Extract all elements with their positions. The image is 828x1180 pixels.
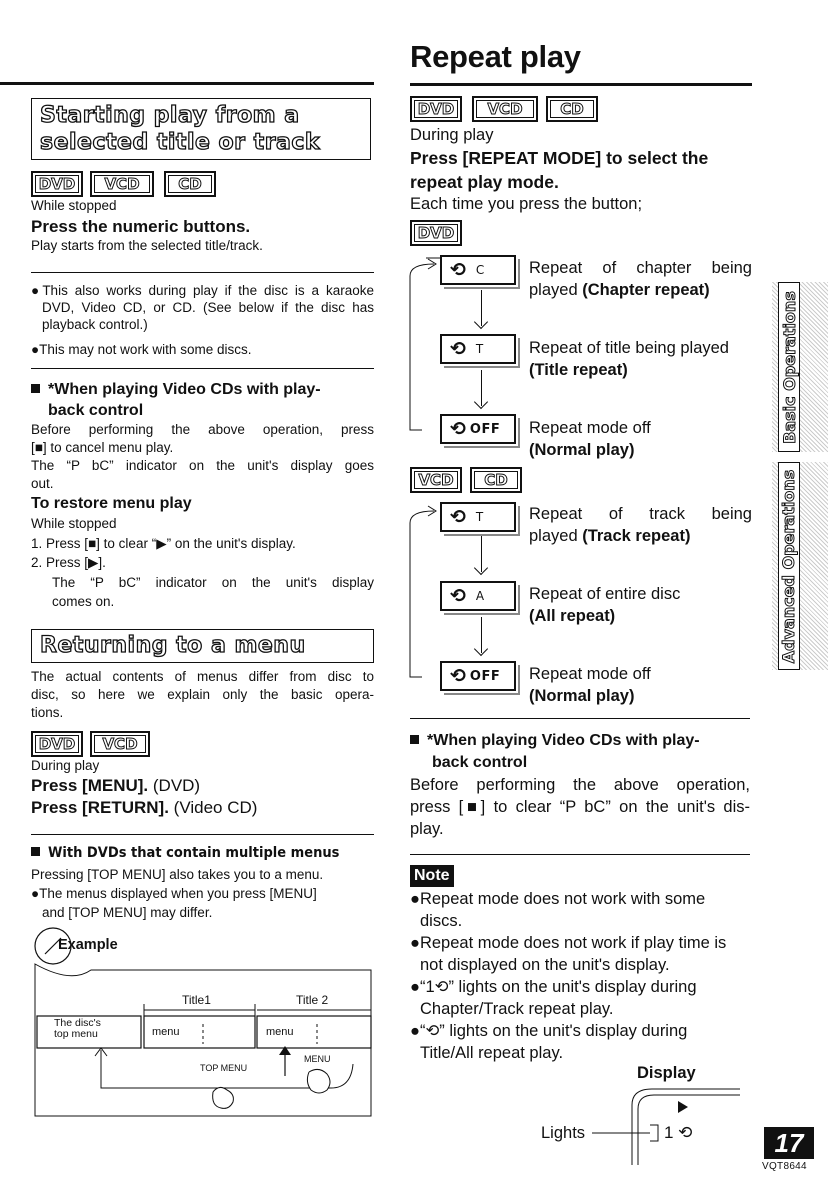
note-l2: Chapter/Track repeat play. xyxy=(420,1000,614,1018)
vcd-mode-2-bold: (All repeat) xyxy=(529,607,616,625)
topmenu-label: TOP MENU xyxy=(200,1063,248,1073)
multi-menu-line1: Pressing [TOP MENU] also takes you to a menu. xyxy=(31,867,324,882)
cd-badge: CD xyxy=(546,96,598,122)
mode-letter: A xyxy=(475,589,485,603)
vcd-mode-2-text: Repeat of entire disc xyxy=(529,585,681,603)
display-repeat-glyph: 1 ⟲ xyxy=(664,1123,693,1142)
menu-desc-2: disc, so here we explain only the basic opera- xyxy=(31,687,374,702)
side-tab-basic-box xyxy=(778,282,800,452)
vcd-mode-1-text: Repeat of track being xyxy=(529,505,752,523)
during-play: During play xyxy=(410,126,494,144)
instruction-desc: Play starts from the selected title/track. xyxy=(31,238,263,253)
mode-letter: C xyxy=(475,263,485,277)
arrow-down-icon xyxy=(481,290,482,326)
vcd-mode-3-text: Repeat mode off xyxy=(529,665,651,683)
restore-step-2c: comes on. xyxy=(52,594,115,609)
restore-while: While stopped xyxy=(31,516,117,531)
divider xyxy=(31,368,374,369)
dvd-mode-1-text2 xyxy=(529,279,710,301)
note-l2: not displayed on the unit's display. xyxy=(420,956,670,974)
vcd-badge: VCD xyxy=(90,731,150,757)
instruction-numeric: Press the numeric buttons. xyxy=(31,217,251,236)
note-2-text: This may not work with some discs. xyxy=(39,342,252,357)
dvd-mode-3-bold: (Normal play) xyxy=(529,441,635,459)
repeat-track-display xyxy=(440,502,516,532)
note-l2: Title/All repeat play. xyxy=(420,1044,564,1062)
bullet-square-icon xyxy=(410,735,419,744)
bullet-square-icon xyxy=(31,847,40,856)
note-l2: discs. xyxy=(420,912,463,930)
press-menu-cmd: Press [MENU]. xyxy=(31,776,149,795)
right-pbc-heading-l1 xyxy=(410,730,700,752)
press-return-line xyxy=(31,797,257,819)
example-label: Example xyxy=(58,937,118,953)
side-tab-advanced-label: Advanced Operations xyxy=(779,469,799,663)
repeat-cmd-l1: Press [REPEAT MODE] to select the xyxy=(410,148,709,168)
hand-icon xyxy=(307,1069,330,1093)
note-item: ●“1⟲” lights on the unit's display during xyxy=(410,978,697,996)
right-pbc-heading-text: *When playing Video CDs with play- xyxy=(427,732,700,749)
section-heading-returning-menu xyxy=(31,629,374,663)
pbc-para-4: out. xyxy=(31,476,54,491)
restore-step-2: 2. Press [▶]. xyxy=(31,555,106,570)
repeat-icon: ⟲ xyxy=(450,506,466,528)
repeat-title-display xyxy=(440,334,516,364)
dvd-badge: DVD xyxy=(31,171,83,197)
right-pbc-p1: Before performing the above operation, xyxy=(410,776,750,794)
pbc-heading-line1 xyxy=(31,379,321,401)
vcd-badge: VCD xyxy=(472,96,538,122)
repeat-all-display xyxy=(440,581,516,611)
title2-label: Title 2 xyxy=(296,993,329,1007)
page-number: 17 xyxy=(764,1127,814,1159)
repeat-icon: ⟲ xyxy=(450,338,466,360)
right-pbc-heading-l2: back control xyxy=(432,754,528,771)
vcd-mode-1-text2 xyxy=(529,525,690,547)
menu-desc-1: The actual contents of menus differ from disc to xyxy=(31,669,374,684)
dvd-cycle-line xyxy=(408,250,444,440)
press-return-note: (Video CD) xyxy=(173,798,258,817)
discs-top-menu-label xyxy=(54,1018,101,1040)
cd-badge: CD xyxy=(470,467,522,493)
repeat-off-display xyxy=(440,414,516,444)
right-pbc-p2: press [■] to clear “P bC” on the unit's dis- xyxy=(410,798,750,816)
note-item: ●Repeat mode does not work with some xyxy=(410,890,706,908)
pbc-para-3: The “P bC” indicator on the unit's display goes xyxy=(31,458,374,473)
dvd-mode-1-played: played xyxy=(529,281,578,299)
vcd-mode-1-bold: (Track repeat) xyxy=(582,527,691,545)
press-menu-line xyxy=(31,775,200,797)
multi-menu-line2: ●The menus displayed when you press [MENU] xyxy=(31,886,317,901)
note-2: ●This may not work with some discs. xyxy=(31,342,252,357)
note-item: ●“⟲” lights on the unit's display during xyxy=(410,1022,688,1040)
vcd-mode-1-played: played xyxy=(529,527,578,545)
right-pbc-p3: play. xyxy=(410,820,444,838)
vcd-badge: VCD xyxy=(410,467,462,493)
while-stopped-label: While stopped xyxy=(31,198,117,213)
menu1-label: menu xyxy=(152,1026,180,1038)
vcd-badge: VCD xyxy=(90,171,154,197)
note-l1: Repeat mode does not work if play time is xyxy=(419,934,727,952)
hand-icon xyxy=(213,1087,234,1108)
note-1: ●This also works during play if the disc is a karaoke DVD, Video CD, or CD. (See below if the disc has playback control.) xyxy=(31,283,374,332)
mode-letter: T xyxy=(475,342,484,356)
press-return-cmd: Press [RETURN]. xyxy=(31,798,169,817)
title-rule xyxy=(410,83,752,86)
dvd-badge: DVD xyxy=(410,96,462,122)
dvd-mode-1-text: Repeat of chapter being xyxy=(529,259,752,277)
restore-step-2b: The “P bC” indicator on the unit's display xyxy=(52,575,374,590)
divider xyxy=(410,718,750,719)
pbc-para-1: Before performing the above operation, press xyxy=(31,422,374,437)
note-1-text: This also works during play if the disc is a karaoke DVD, Video CD, or CD. (See below if the disc has playback control.) xyxy=(42,283,374,332)
vcd-mode-3-bold: (Normal play) xyxy=(529,687,635,705)
dvd-mode-2-bold: (Title repeat) xyxy=(529,361,628,379)
section-title-line2: selected title or track xyxy=(40,130,321,155)
during-play-label: During play xyxy=(31,758,100,773)
divider xyxy=(31,272,374,273)
mode-letter: OFF xyxy=(469,668,501,684)
menu2-label: menu xyxy=(266,1026,294,1038)
page-title: Repeat play xyxy=(410,39,581,74)
notes-list xyxy=(410,888,752,1064)
section-title-line1: Starting play from a xyxy=(40,103,300,128)
multi-menu-heading-text: With DVDs that contain multiple menus xyxy=(48,845,340,861)
discs-top-l1: The disc's xyxy=(54,1017,101,1029)
repeat-icon: ⟲ xyxy=(450,418,466,440)
side-tab-advanced-box xyxy=(778,462,800,670)
repeat-icon: ⟲ xyxy=(450,259,466,281)
doc-code: VQT8644 xyxy=(762,1161,807,1172)
side-tab-advanced[interactable] xyxy=(772,462,828,670)
title1-label: Title1 xyxy=(182,993,211,1007)
bracket xyxy=(650,1125,658,1141)
arrow-down-icon xyxy=(481,370,482,406)
press-menu-note: (DVD) xyxy=(152,776,201,795)
multi-menu-line2-text: The menus displayed when you press [MENU] xyxy=(39,886,317,901)
restore-step-1: 1. Press [■] to clear “▶” on the unit's display. xyxy=(31,536,296,551)
dvd-mode-3-text: Repeat mode off xyxy=(529,419,651,437)
section-heading-starting-play xyxy=(31,98,371,160)
arrow-down-icon xyxy=(481,617,482,653)
top-left-rule xyxy=(0,82,374,85)
display-label: Display xyxy=(637,1064,696,1082)
bullet-square-icon xyxy=(31,384,40,393)
play-icon xyxy=(678,1101,688,1113)
multi-menu-line3: and [TOP MENU] may differ. xyxy=(42,905,213,920)
divider xyxy=(410,854,750,855)
menu-button-label: MENU xyxy=(304,1054,331,1064)
dvd-mode-2-text: Repeat of title being played xyxy=(529,339,729,357)
arrow-down-icon xyxy=(481,536,482,572)
mode-letter: T xyxy=(475,510,484,524)
each-time: Each time you press the button; xyxy=(410,195,643,213)
vcd-cycle-line xyxy=(408,497,444,687)
repeat-cmd-l2: repeat play mode. xyxy=(410,172,559,192)
repeat-icon: ⟲ xyxy=(450,585,466,607)
note-item: ●Repeat mode does not work if play time is xyxy=(410,934,727,952)
note-l1: “1⟲” lights on the unit's display during xyxy=(419,978,697,996)
side-tab-basic[interactable] xyxy=(772,282,828,452)
repeat-chapter-display xyxy=(440,255,516,285)
mode-letter: OFF xyxy=(469,421,501,437)
pbc-heading-line2: back control xyxy=(48,402,144,419)
restore-heading: To restore menu play xyxy=(31,495,192,512)
divider xyxy=(31,834,374,835)
lights-label: Lights xyxy=(541,1124,586,1142)
repeat-off-display xyxy=(440,661,516,691)
section-title-returning: Returning to a menu xyxy=(40,633,306,658)
pbc-para-2: [■] to cancel menu play. xyxy=(31,440,174,455)
dvd-badge: DVD xyxy=(410,220,462,246)
pbc-heading-text: *When playing Video CDs with play- xyxy=(48,381,321,398)
dvd-mode-1-bold: (Chapter repeat) xyxy=(582,281,710,299)
menu-desc-3: tions. xyxy=(31,705,64,720)
note-l1: Repeat mode does not work with some xyxy=(419,890,706,908)
note-l1: “⟲” lights on the unit's display during xyxy=(419,1022,688,1040)
multi-menu-heading xyxy=(31,844,339,863)
repeat-icon: ⟲ xyxy=(450,665,466,687)
note-label: Note xyxy=(410,865,454,887)
discs-top-l2: top menu xyxy=(54,1028,98,1040)
dvd-badge: DVD xyxy=(31,731,83,757)
side-tab-basic-label: Basic Operations xyxy=(779,290,799,444)
cd-badge: CD xyxy=(164,171,216,197)
